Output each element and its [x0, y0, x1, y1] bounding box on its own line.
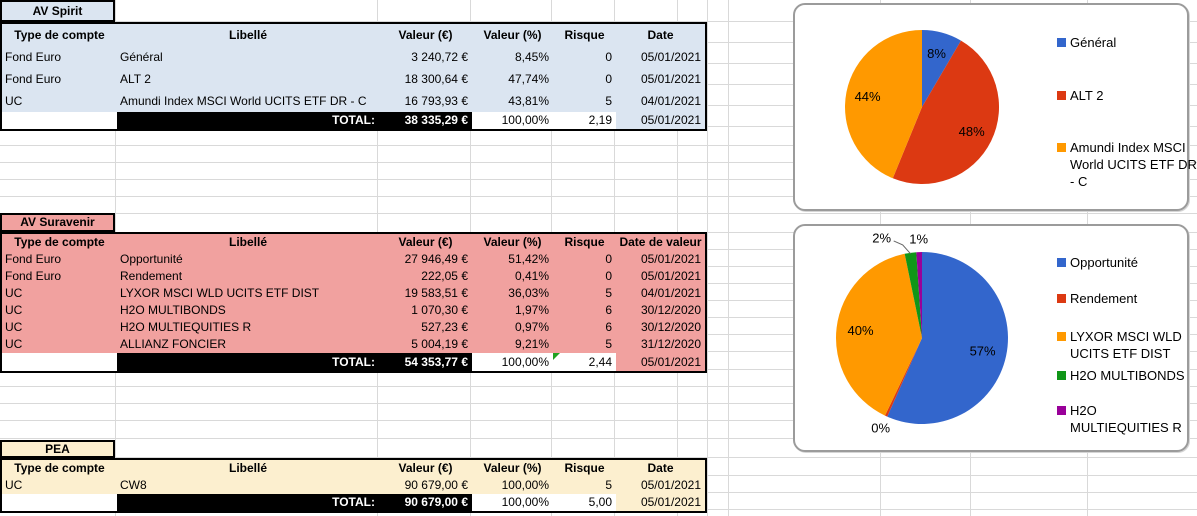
legend-marker-icon — [1057, 371, 1066, 380]
cell[interactable]: Amundi Index MSCI World UCITS ETF DR - C — [117, 90, 379, 112]
cell[interactable]: ALT 2 — [117, 68, 379, 90]
total-label[interactable]: TOTAL: — [117, 494, 379, 511]
legend-label: H2O MULTIEQUITIES R — [1070, 403, 1182, 435]
cell[interactable]: 0 — [553, 268, 616, 285]
legend-label: Général — [1070, 35, 1117, 50]
cell[interactable]: 8,45% — [472, 46, 553, 68]
column-header[interactable]: Valeur (€) — [379, 234, 472, 251]
column-header[interactable]: Libellé — [117, 234, 379, 251]
cell[interactable]: 36,03% — [472, 285, 553, 302]
cell[interactable]: Fond Euro — [2, 46, 117, 68]
cell[interactable]: 5 — [553, 90, 616, 112]
table-row — [2, 319, 705, 336]
table-av-suravenir — [0, 213, 707, 373]
table-body — [0, 22, 707, 131]
pie-percent-label: 0% — [871, 420, 891, 436]
cell[interactable]: 31/12/2020 — [616, 336, 705, 353]
cell[interactable]: 05/01/2021 — [616, 251, 705, 268]
legend-label: ALT 2 — [1070, 88, 1104, 103]
table-row — [2, 302, 705, 319]
legend-marker-icon — [1057, 143, 1066, 152]
cell[interactable]: 04/01/2021 — [616, 90, 705, 112]
cell[interactable]: Fond Euro — [2, 268, 117, 285]
table-title-row — [0, 0, 707, 22]
cell[interactable]: 05/01/2021 — [616, 477, 705, 494]
cell[interactable]: 6 — [553, 319, 616, 336]
cell[interactable]: Opportunité — [117, 251, 379, 268]
cell[interactable]: 90 679,00 € — [379, 477, 472, 494]
total-risk[interactable]: 2,19 — [588, 113, 612, 127]
cell[interactable]: UC — [2, 319, 117, 336]
legend-item[interactable] — [1057, 367, 1197, 384]
column-header[interactable]: Valeur (€) — [379, 460, 472, 477]
column-header[interactable]: Risque — [553, 24, 616, 46]
cell-flag-icon — [553, 353, 560, 360]
table-row — [2, 90, 705, 112]
column-header[interactable]: Libellé — [117, 460, 379, 477]
legend-marker-icon — [1057, 91, 1066, 100]
table-row — [2, 285, 705, 302]
pie-percent-label: 8% — [927, 46, 946, 62]
cell[interactable]: LYXOR MSCI WLD UCITS ETF DIST — [117, 285, 379, 302]
cell[interactable]: 5 — [553, 477, 616, 494]
cell[interactable]: H2O MULTIEQUITIES R — [117, 319, 379, 336]
label-leader-line — [894, 241, 911, 254]
column-header[interactable]: Libellé — [117, 24, 379, 46]
cell[interactable]: UC — [2, 336, 117, 353]
cell[interactable]: 19 583,51 € — [379, 285, 472, 302]
cell[interactable]: 9,21% — [472, 336, 553, 353]
pie-percent-label: 48% — [958, 124, 985, 140]
total-date[interactable]: 05/01/2021 — [616, 494, 705, 511]
column-header[interactable]: Type de compte — [2, 460, 117, 477]
column-header[interactable]: Date de valeur — [616, 234, 705, 251]
legend-item[interactable] — [1057, 402, 1197, 436]
cell[interactable]: 3 240,72 € — [379, 46, 472, 68]
cell[interactable]: Fond Euro — [2, 251, 117, 268]
legend-label: Amundi Index MSCI World UCITS ETF DR - C — [1070, 140, 1197, 189]
chart-card-av-suravenir — [793, 224, 1189, 452]
cell[interactable]: 222,05 € — [379, 268, 472, 285]
column-header[interactable]: Valeur (%) — [472, 24, 553, 46]
cell[interactable]: 04/01/2021 — [616, 285, 705, 302]
legend-item[interactable] — [1057, 87, 1197, 104]
column-header[interactable]: Valeur (€) — [379, 24, 472, 46]
total-date[interactable]: 05/01/2021 — [616, 112, 705, 129]
chart-card-av-spirit — [793, 3, 1197, 211]
legend-item[interactable] — [1057, 254, 1197, 271]
table-pea — [0, 440, 707, 513]
table-title-row — [0, 213, 707, 232]
total-date[interactable]: 05/01/2021 — [616, 353, 705, 371]
total-percent[interactable]: 100,00% — [501, 355, 549, 369]
total-label[interactable]: TOTAL: — [117, 112, 379, 129]
legend-item[interactable] — [1057, 328, 1197, 362]
total-percent[interactable]: 100,00% — [501, 113, 549, 127]
cell[interactable]: UC — [2, 285, 117, 302]
table-av-spirit — [0, 0, 707, 131]
cell[interactable]: UC — [2, 302, 117, 319]
pie-percent-label: 2% — [872, 230, 892, 246]
total-risk[interactable]: 2,44 — [553, 353, 616, 371]
cell[interactable]: 30/12/2020 — [616, 302, 705, 319]
cell[interactable]: 05/01/2021 — [616, 268, 705, 285]
legend-item[interactable] — [1057, 290, 1197, 307]
cell[interactable]: 47,74% — [472, 68, 553, 90]
table-row — [2, 251, 705, 268]
column-header[interactable]: Risque — [553, 234, 616, 251]
legend-marker-icon — [1057, 294, 1066, 303]
table-header-row — [2, 24, 705, 46]
cell[interactable]: 05/01/2021 — [616, 68, 705, 90]
legend-marker-icon — [1057, 258, 1066, 267]
cell[interactable]: 0 — [553, 251, 616, 268]
cell[interactable] — [2, 112, 117, 129]
cell[interactable]: Fond Euro — [2, 68, 117, 90]
column-header[interactable]: Date — [616, 460, 705, 477]
pie-percent-label: 44% — [854, 88, 881, 104]
pie-percent-label: 57% — [969, 343, 996, 359]
cell[interactable]: 51,42% — [472, 251, 553, 268]
cell[interactable]: UC — [2, 477, 117, 494]
cell[interactable]: H2O MULTIBONDS — [117, 302, 379, 319]
legend-item[interactable] — [1057, 139, 1197, 190]
table-row — [2, 477, 705, 494]
table-header-row — [2, 460, 705, 477]
cell[interactable]: 527,23 € — [379, 319, 472, 336]
legend-marker-icon — [1057, 38, 1066, 47]
table-row — [2, 268, 705, 285]
cell[interactable]: CW8 — [117, 477, 379, 494]
cell[interactable]: 0 — [553, 46, 616, 68]
legend-marker-icon — [1057, 332, 1066, 341]
legend-label: Rendement — [1070, 291, 1138, 306]
pie-percent-label: 1% — [909, 231, 929, 247]
cell[interactable]: 0,41% — [472, 268, 553, 285]
table-total-row — [2, 494, 705, 511]
table-header-row — [2, 234, 705, 251]
cell[interactable]: 1 070,30 € — [379, 302, 472, 319]
total-value[interactable]: 90 679,00 € — [379, 494, 472, 511]
cell[interactable]: 5 004,19 € — [379, 336, 472, 353]
cell[interactable]: 5 — [553, 285, 616, 302]
column-header[interactable]: Valeur (%) — [472, 234, 553, 251]
table-row — [2, 68, 705, 90]
cell[interactable]: 43,81% — [472, 90, 553, 112]
column-header[interactable]: Valeur (%) — [472, 460, 553, 477]
cell[interactable]: Général — [117, 46, 379, 68]
table-body — [0, 458, 707, 513]
total-percent[interactable]: 100,00% — [501, 495, 549, 509]
cell[interactable]: 100,00% — [472, 477, 553, 494]
cell[interactable]: UC — [2, 90, 117, 112]
legend-label: Opportunité — [1070, 255, 1138, 270]
total-value[interactable]: 38 335,29 € — [379, 112, 472, 129]
table-title[interactable]: PEA — [0, 440, 115, 458]
pie-percent-label: 40% — [847, 323, 874, 339]
table-row — [2, 46, 705, 68]
cell[interactable] — [2, 494, 117, 511]
cell[interactable]: 27 946,49 € — [379, 251, 472, 268]
legend-item[interactable] — [1057, 34, 1197, 51]
legend-label: H2O MULTIBONDS — [1070, 368, 1185, 383]
cell[interactable]: 5 — [553, 336, 616, 353]
table-row — [2, 336, 705, 353]
cell[interactable]: 6 — [553, 302, 616, 319]
table-total-row — [2, 112, 705, 129]
total-risk[interactable]: 5,00 — [588, 495, 612, 509]
column-header[interactable]: Type de compte — [2, 24, 117, 46]
cell[interactable]: 1,97% — [472, 302, 553, 319]
table-title[interactable]: AV Spirit — [0, 0, 115, 22]
table-title-row — [0, 440, 707, 458]
cell[interactable]: Rendement — [117, 268, 379, 285]
total-value[interactable]: 54 353,77 € — [379, 353, 472, 371]
column-header[interactable]: Date — [616, 24, 705, 46]
cell[interactable]: 0,97% — [472, 319, 553, 336]
cell[interactable]: 30/12/2020 — [616, 319, 705, 336]
column-header[interactable]: Type de compte — [2, 234, 117, 251]
table-total-row — [2, 353, 705, 371]
cell[interactable] — [2, 353, 117, 371]
cell[interactable]: 18 300,64 € — [379, 68, 472, 90]
legend-marker-icon — [1057, 406, 1066, 415]
cell[interactable]: 0 — [553, 68, 616, 90]
table-title[interactable]: AV Suravenir — [0, 213, 115, 232]
cell[interactable]: 05/01/2021 — [616, 46, 705, 68]
total-label[interactable]: TOTAL: — [117, 353, 379, 371]
table-body — [0, 232, 707, 373]
legend-label: LYXOR MSCI WLD UCITS ETF DIST — [1070, 329, 1182, 361]
cell[interactable]: 16 793,93 € — [379, 90, 472, 112]
cell[interactable]: ALLIANZ FONCIER — [117, 336, 379, 353]
column-header[interactable]: Risque — [553, 460, 616, 477]
